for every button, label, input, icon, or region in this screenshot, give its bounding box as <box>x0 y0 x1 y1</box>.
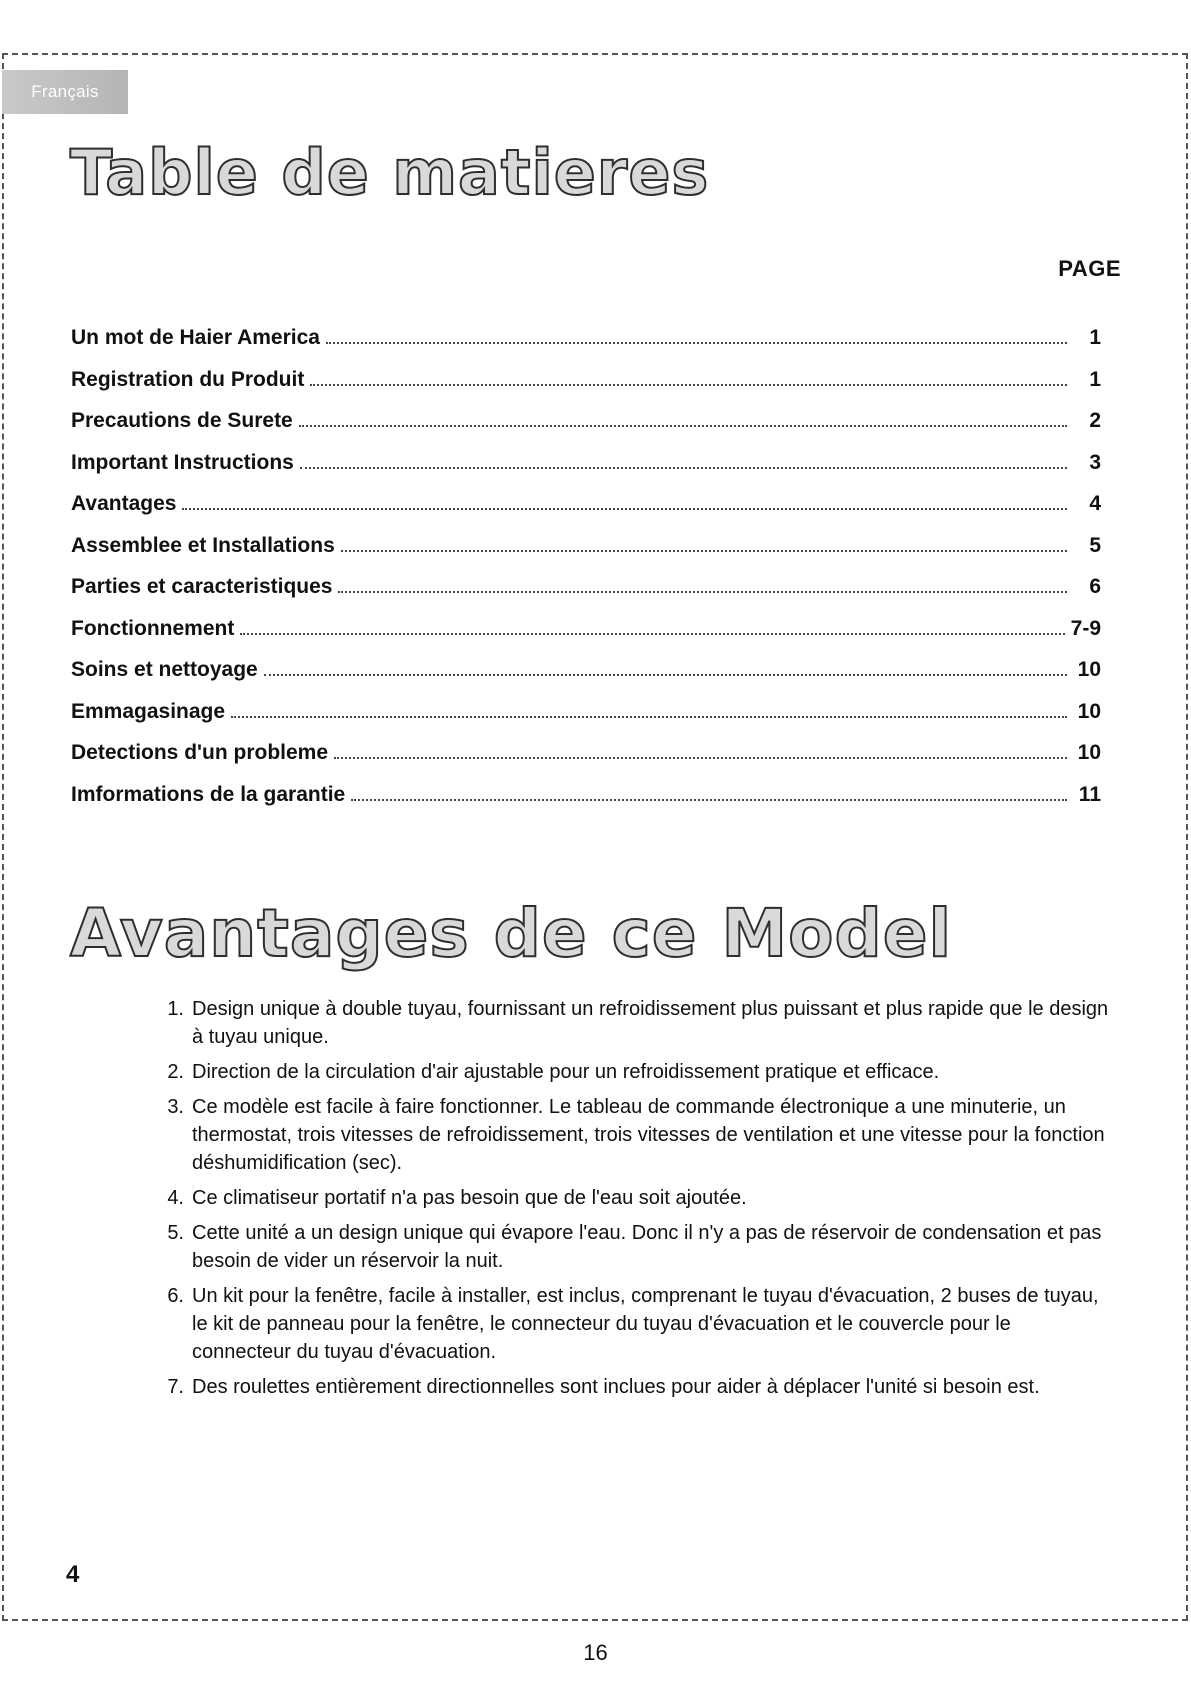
toc-entry-page: 1 <box>1089 326 1101 349</box>
advantages-list <box>150 995 1110 1408</box>
toc-entry <box>71 326 1101 368</box>
page-number: 4 <box>66 1561 80 1588</box>
advantage-item <box>150 1058 1110 1086</box>
advantages-title: Avantages de ce Model <box>70 895 953 972</box>
toc-entry-label: Assemblee et Installations <box>71 533 335 557</box>
advantage-item <box>150 1093 1110 1177</box>
toc-entry-page: 7-9 <box>1070 616 1101 640</box>
toc-entry-page: 6 <box>1089 575 1101 598</box>
advantage-item <box>150 1219 1110 1275</box>
toc-entry-page: 10 <box>1077 741 1101 764</box>
toc-entry-label: Parties et caracteristiques <box>71 575 333 598</box>
toc-entry <box>71 700 1101 742</box>
toc-entry-page: 4 <box>1089 492 1101 515</box>
advantage-item <box>150 1184 1110 1212</box>
toc-entry <box>71 368 1101 410</box>
toc-leader-dots <box>338 591 1067 593</box>
toc-entry <box>71 534 1101 576</box>
toc-entry-page: 10 <box>1077 699 1101 723</box>
toc-leader-dots <box>182 508 1067 510</box>
toc-title: Table de matieres <box>70 136 710 209</box>
toc-leader-dots <box>310 384 1067 386</box>
toc-entry-page: 11 <box>1078 782 1101 806</box>
advantage-number: 2. <box>167 1061 184 1083</box>
toc-entry-page: 3 <box>1089 450 1101 474</box>
toc-leader-dots <box>300 467 1067 469</box>
advantage-item <box>150 1373 1110 1401</box>
toc-entry <box>71 741 1101 783</box>
language-tab: Français <box>2 70 128 114</box>
advantage-text: Un kit pour la fenêtre, facile à installer, est inclus, comprenant le tuyau d'évacuation, 2 buses de tuyau, le kit de panneau pour la fenêtre, le connecteur du tuyau d'évacuation et le couvercle pour le connecteur du tuyau d'évacuation. <box>192 1285 1099 1363</box>
advantage-text: Ce climatiseur portatif n'a pas besoin que de l'eau soit ajoutée. <box>192 1187 747 1209</box>
advantage-number: 4. <box>167 1187 184 1209</box>
toc-entry-page: 2 <box>1089 409 1101 432</box>
toc-leader-dots <box>240 633 1064 635</box>
advantage-number: 7. <box>167 1376 184 1398</box>
advantage-item <box>150 995 1110 1051</box>
toc-entry-page: 1 <box>1089 367 1101 391</box>
advantage-item <box>150 1282 1110 1366</box>
toc-leader-dots <box>326 342 1067 344</box>
toc-entry-label: Emmagasinage <box>71 699 226 723</box>
toc-entry <box>71 617 1101 659</box>
toc-entry-label: Soins et nettoyage <box>71 658 258 681</box>
toc-entry-page: 5 <box>1089 533 1101 557</box>
toc-entry-label: Fonctionnement <box>71 616 235 640</box>
advantage-number: 1. <box>167 998 184 1020</box>
toc-leader-dots <box>264 674 1067 676</box>
page-column-header: PAGE <box>1058 256 1121 281</box>
advantage-text: Direction de la circulation d'air ajustable pour un refroidissement pratique et efficace. <box>192 1061 940 1083</box>
toc-entry <box>71 783 1101 825</box>
toc-leader-dots <box>299 425 1067 427</box>
toc-entry <box>71 492 1101 534</box>
toc-entry <box>71 658 1101 700</box>
toc-entry-label: Detections d'un probleme <box>71 741 329 764</box>
toc-entry-label: Avantages <box>71 492 177 515</box>
advantage-text: Cette unité a un design unique qui évapore l'eau. Donc il n'y a pas de réservoir de condensation et pas besoin de vider un réservoir la nuit. <box>192 1222 1102 1272</box>
toc-leader-dots <box>231 716 1067 718</box>
toc-entry-page: 10 <box>1077 658 1101 681</box>
advantage-text: Design unique à double tuyau, fournissant un refroidissement plus puissant et plus rapide que le design à tuyau unique. <box>192 998 1109 1048</box>
sheet-number: 16 <box>583 1640 608 1665</box>
advantage-text: Ce modèle est facile à faire fonctionner. Le tableau de commande électronique a une minuterie, un thermostat, trois vitesses de refroidissement, trois vitesses de ventilation et une vitesse pour la fonction déshumidification (sec). <box>192 1096 1105 1174</box>
advantage-number: 6. <box>167 1285 184 1307</box>
toc-entry <box>71 575 1101 617</box>
advantage-text: Des roulettes entièrement directionnelles sont inclues pour aider à déplacer l'unité si besoin est. <box>192 1376 1040 1398</box>
advantage-number: 5. <box>167 1222 184 1244</box>
toc-leader-dots <box>334 757 1067 759</box>
toc-entry-label: Imformations de la garantie <box>71 782 346 806</box>
advantage-number: 3. <box>167 1096 184 1118</box>
toc-entry <box>71 451 1101 493</box>
toc-entry <box>71 409 1101 451</box>
toc-leader-dots <box>351 799 1067 801</box>
toc-entry-label: Registration du Produit <box>71 367 305 391</box>
toc-entry-label: Important Instructions <box>71 450 294 474</box>
toc-leader-dots <box>341 550 1067 552</box>
toc-entry-label: Un mot de Haier America <box>71 326 320 349</box>
toc-entry-label: Precautions de Surete <box>71 409 293 432</box>
table-of-contents <box>71 326 1101 824</box>
